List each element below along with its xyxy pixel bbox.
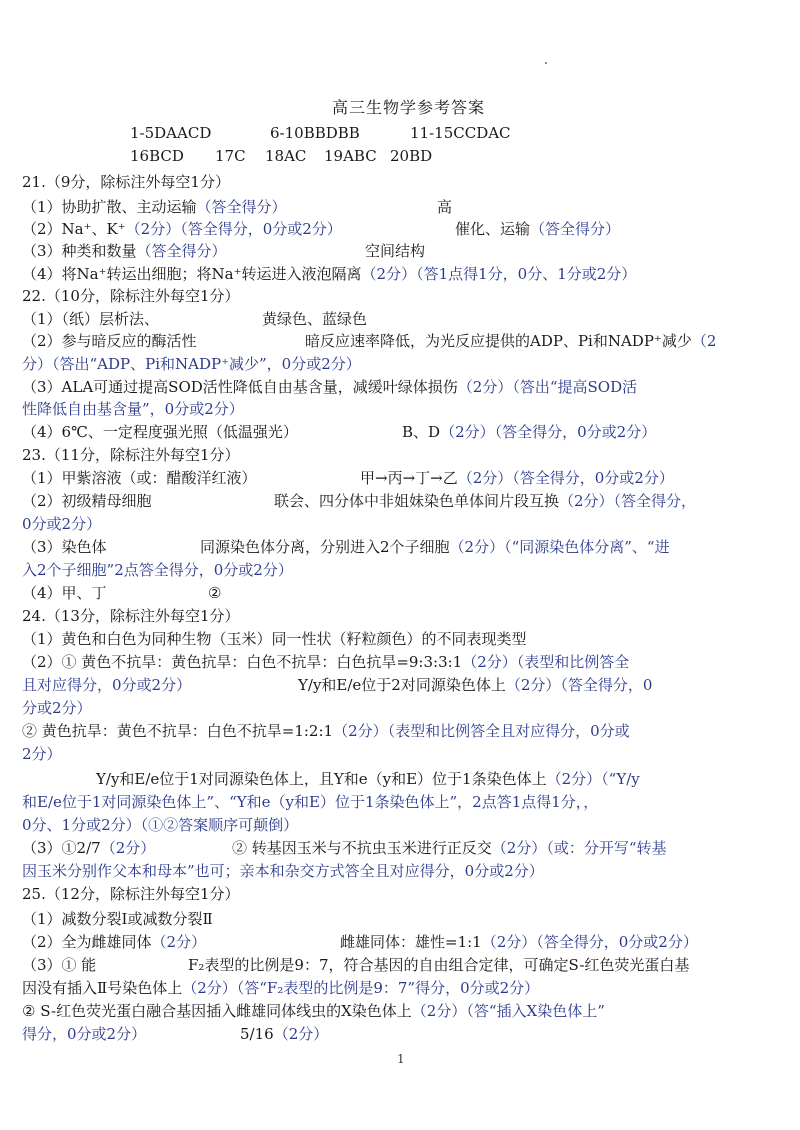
answer-line bbox=[22, 698, 92, 718]
scoring-note: （答全得分） bbox=[530, 220, 621, 238]
answer-line bbox=[22, 675, 191, 695]
answer-line bbox=[340, 932, 698, 952]
answer-line bbox=[22, 537, 107, 557]
mc-answer-20: 20BD bbox=[390, 147, 433, 165]
scoring-note: （2分） bbox=[273, 1025, 329, 1043]
scoring-note: （2分）（答全得分，0 bbox=[505, 676, 653, 694]
scoring-note: （2分）（答全得分，0分或2分） bbox=[125, 220, 342, 238]
answer-line bbox=[274, 491, 696, 511]
scoring-note: 性降低自由基含量”，0分或2分） bbox=[22, 400, 244, 418]
scan-speck bbox=[545, 62, 547, 64]
answer-line bbox=[188, 955, 689, 975]
answer-text: （1）甲紫溶液（或：醋酸洋红液） bbox=[22, 469, 257, 487]
answer-text: 空间结构 bbox=[365, 242, 426, 260]
answer-line bbox=[22, 838, 155, 858]
scoring-note: 且对应得分，0分或2分） bbox=[22, 676, 192, 694]
answer-line bbox=[360, 468, 674, 488]
answer-text: ② bbox=[208, 584, 222, 602]
answer-line bbox=[262, 309, 367, 329]
scoring-note: 0分、1分或2分）（①②答案顺序可颠倒） bbox=[22, 816, 299, 834]
answer-text: （3）种类和数量 bbox=[22, 242, 137, 260]
answer-line bbox=[96, 769, 640, 789]
answer-line bbox=[22, 884, 240, 904]
scoring-note: （2分）（“Y/y bbox=[546, 770, 640, 788]
scoring-note: （2分）（“同源染色体分离”、“进 bbox=[449, 538, 670, 556]
answer-line bbox=[22, 309, 159, 329]
answer-line bbox=[22, 1024, 146, 1044]
answer-line bbox=[455, 219, 620, 239]
answer-text: 黄绿色、蓝绿色 bbox=[262, 310, 368, 328]
answer-text: ② S-红色荧光蛋白融合基因插入雌雄同体线虫的X染色体上 bbox=[22, 1002, 412, 1020]
answer-text: F₂表型的比例是9：7，符合基因的自由组合定律，可确定S-红色荧光蛋白基 bbox=[188, 956, 690, 974]
answer-line bbox=[22, 721, 630, 741]
answer-line bbox=[208, 583, 221, 603]
answer-line bbox=[365, 241, 425, 261]
scoring-note: 分）（答出“ADP、Pi和NADP⁺减少”，0分或2分） bbox=[22, 355, 361, 373]
answer-line bbox=[22, 286, 240, 306]
answer-line bbox=[22, 978, 539, 998]
page-title: 高三生物学参考答案 bbox=[332, 98, 486, 117]
answer-text: 联会、四分体中非姐妹染色单体间片段互换 bbox=[274, 492, 560, 510]
answer-text: 24.（13分，除标注外每空1分） bbox=[22, 607, 240, 625]
mc-answer-19: 19ABC bbox=[324, 147, 377, 165]
scoring-note: （2分） bbox=[100, 839, 156, 857]
answer-line bbox=[22, 422, 298, 442]
answer-line bbox=[22, 219, 342, 239]
scoring-note: （2分） bbox=[151, 933, 207, 951]
answer-text: 23.（11分，除标注外每空1分） bbox=[22, 446, 240, 464]
answer-text: （3）ALA可通过提高SOD活性降低自由基含量，减缓叶绿体损伤 bbox=[22, 378, 458, 396]
scoring-note: （2分）（答1点得1分，0分、1分或2分） bbox=[361, 265, 637, 283]
answer-text: （3）① 能 bbox=[22, 956, 97, 974]
answer-text: 21.（9分，除标注外每空1分） bbox=[22, 173, 230, 191]
answer-line bbox=[22, 606, 240, 626]
mc-answer-18: 18AC bbox=[265, 147, 307, 165]
scoring-note: （2分）（表型和比例答全 bbox=[462, 653, 630, 671]
answer-line bbox=[22, 909, 213, 929]
answer-line bbox=[22, 197, 287, 217]
mc-answer-1-5: 1-5DAACD bbox=[130, 124, 212, 142]
answer-line bbox=[22, 932, 206, 952]
scoring-note: 分或2分） bbox=[22, 699, 92, 717]
answer-line bbox=[22, 172, 230, 192]
answer-text: （2）全为雌雄同体 bbox=[22, 933, 152, 951]
answer-line bbox=[22, 377, 637, 397]
answer-line bbox=[22, 241, 227, 261]
answer-text: 同源染色体分离，分别进入2个子细胞 bbox=[200, 538, 450, 556]
answer-line bbox=[22, 491, 152, 511]
answer-line bbox=[22, 514, 101, 534]
answer-line bbox=[22, 629, 527, 649]
scoring-note: （2分）（答全得分，0分或2分） bbox=[481, 933, 698, 951]
answer-text: （2）① 黄色不抗旱：黄色抗旱：白色不抗旱：白色抗旱=9:3:3:1 bbox=[22, 653, 463, 671]
answer-text: Y/y和E/e位于2对同源染色体上 bbox=[298, 676, 506, 694]
answer-text: ② 黄色抗旱：黄色不抗旱：白色不抗旱=1:2:1 bbox=[22, 722, 334, 740]
scoring-note: 得分，0分或2分） bbox=[22, 1025, 147, 1043]
scoring-note: （答全得分） bbox=[136, 242, 227, 260]
scoring-note: （2分）（答全得分，0分或2分） bbox=[457, 469, 674, 487]
scoring-note: 2分） bbox=[22, 745, 62, 763]
answer-line bbox=[22, 331, 197, 351]
answer-line bbox=[22, 652, 629, 672]
answer-text: B、D bbox=[402, 423, 441, 441]
answer-line bbox=[22, 445, 240, 465]
answer-text: （1）协助扩散、主动运输 bbox=[22, 198, 197, 216]
answer-line bbox=[437, 197, 452, 217]
answer-text: 甲→丙→丁→乙 bbox=[360, 469, 458, 487]
answer-text: Y/y和E/e位于1对同源染色体上，且Y和e（y和E）位于1条染色体上 bbox=[96, 770, 547, 788]
scoring-note: 和E/e位于1对同源染色体上”、“Y和e（y和E）位于1条染色体上”，2点答1点得1分，， bbox=[22, 793, 599, 811]
scoring-note: （2分）（答“F₂表型的比例是9：7”得分，0分或2分） bbox=[182, 979, 540, 997]
mc-answer-16: 16BCD bbox=[130, 147, 184, 165]
answer-text: 暗反应速率降低，为光反应提供的ADP、Pi和NADP⁺减少 bbox=[305, 332, 692, 350]
answer-text: 催化、运输 bbox=[455, 220, 531, 238]
answer-line bbox=[22, 815, 298, 835]
answer-line bbox=[22, 354, 361, 374]
answer-line bbox=[22, 1001, 605, 1021]
answer-text: （3）①2/7 bbox=[22, 839, 101, 857]
scoring-note: （2分）（表型和比例答全且对应得分，0分或 bbox=[333, 722, 630, 740]
answer-line bbox=[402, 422, 656, 442]
answer-line bbox=[305, 331, 716, 351]
answer-text: （1）黄色和白色为同种生物（玉米）同一性状（籽粒颜色）的不同表现类型 bbox=[22, 630, 527, 648]
answer-text: （1）减数分裂Ⅰ或减数分裂Ⅱ bbox=[22, 910, 213, 928]
answer-text: 高 bbox=[437, 198, 453, 216]
answer-line bbox=[22, 399, 244, 419]
answer-line bbox=[22, 955, 96, 975]
answer-text: （2）初级精母细胞 bbox=[22, 492, 152, 510]
page-number: 1 bbox=[397, 1052, 405, 1066]
answer-line bbox=[22, 264, 636, 284]
scoring-note: 因玉米分别作父本和母本”也可；亲本和杂交方式答全且对应得分，0分或2分） bbox=[22, 862, 544, 880]
answer-line bbox=[22, 468, 257, 488]
scoring-note: （2分）（或：分开写“转基 bbox=[491, 839, 667, 857]
scoring-note: （2分）（答出“提高SOD活 bbox=[457, 378, 638, 396]
answer-text: 5/16 bbox=[240, 1025, 274, 1043]
mc-answer-17: 17C bbox=[215, 147, 246, 165]
answer-text: （2）参与暗反应的酶活性 bbox=[22, 332, 197, 350]
answer-text: （4）甲、丁 bbox=[22, 584, 107, 602]
scoring-note: （2分）（答全得分，0分或2分） bbox=[440, 423, 657, 441]
answer-text: 22.（10分，除标注外每空1分） bbox=[22, 287, 240, 305]
mc-answer-6-10: 6-10BBDBB bbox=[270, 124, 360, 142]
answer-line bbox=[22, 861, 544, 881]
scoring-note: 0分或2分） bbox=[22, 515, 102, 533]
answer-line bbox=[22, 744, 62, 764]
answer-text: （4）将Na⁺转运出细胞；将Na⁺转运进入液泡隔离 bbox=[22, 265, 362, 283]
answer-text: （4）6℃、一定程度强光照（低温强光） bbox=[22, 423, 298, 441]
answer-line bbox=[22, 560, 293, 580]
answer-text: 25.（12分，除标注外每空1分） bbox=[22, 885, 240, 903]
answer-line bbox=[22, 792, 598, 812]
scoring-note: 入2个子细胞”2点答全得分，0分或2分） bbox=[22, 561, 293, 579]
answer-text: （1）（纸）层析法、 bbox=[22, 310, 160, 328]
mc-answer-11-15: 11-15CCDAC bbox=[410, 124, 511, 142]
answer-line bbox=[22, 583, 107, 603]
answer-line bbox=[240, 1024, 328, 1044]
scoring-note: （2 bbox=[691, 332, 717, 350]
answer-line bbox=[232, 838, 667, 858]
answer-text: ② 转基因玉米与不抗虫玉米进行正反交 bbox=[232, 839, 492, 857]
answer-text: 因没有插入Ⅱ号染色体上 bbox=[22, 979, 183, 997]
scoring-note: （2分）（答“插入X染色体上” bbox=[411, 1002, 605, 1020]
answer-text: 雌雄同体：雄性=1:1 bbox=[340, 933, 482, 951]
answer-text: （2）Na⁺、K⁺ bbox=[22, 220, 126, 238]
scoring-note: （2分）（答全得分， bbox=[559, 492, 697, 510]
answer-line bbox=[298, 675, 652, 695]
scoring-note: （答全得分） bbox=[196, 198, 287, 216]
answer-line bbox=[200, 537, 670, 557]
answer-text: （3）染色体 bbox=[22, 538, 107, 556]
